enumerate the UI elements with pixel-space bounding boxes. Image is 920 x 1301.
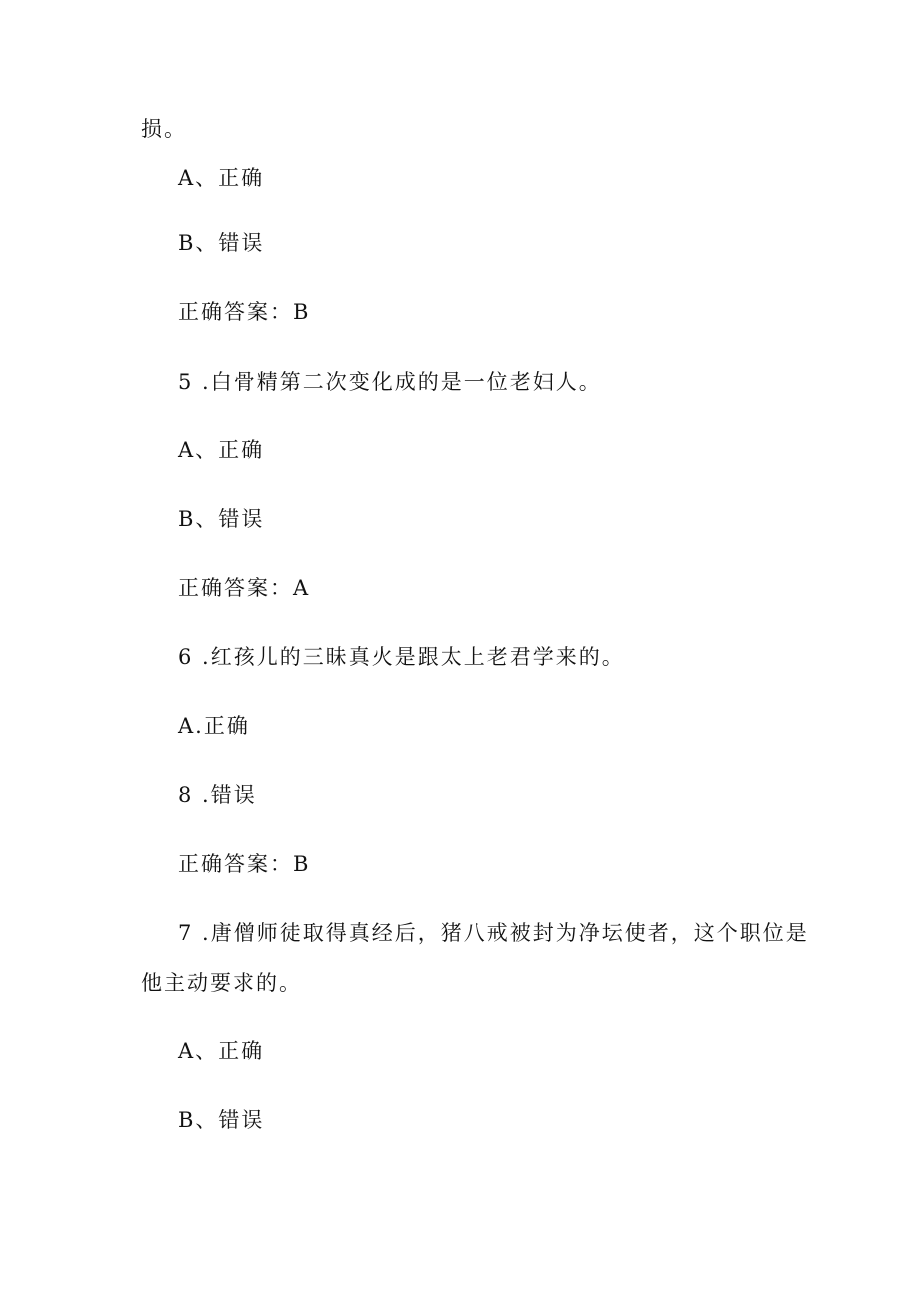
option-b: 8 .错误	[178, 783, 257, 807]
option-a: A、正确	[178, 1039, 265, 1063]
option-a: A、正确	[178, 166, 265, 190]
option-b: B、错误	[178, 507, 265, 531]
question-7: 7 .唐僧师徒取得真经后，猪八戒被封为净坛使者，这个职位是	[178, 921, 809, 945]
question-7-continuation: 他主动要求的。	[141, 971, 302, 995]
option-b: B、错误	[178, 231, 265, 255]
question-4-continuation: 损。	[141, 117, 187, 141]
option-a: A.正确	[178, 714, 250, 738]
answer-line: 正确答案：A	[178, 576, 311, 600]
option-a: A、正确	[178, 438, 265, 462]
answer-line: 正确答案：B	[178, 300, 311, 324]
option-b: B、错误	[178, 1108, 265, 1132]
question-5: 5 .白骨精第二次变化成的是一位老妇人。	[178, 370, 602, 394]
answer-line: 正确答案：B	[178, 852, 311, 876]
question-6: 6 .红孩儿的三昧真火是跟太上老君学来的。	[178, 645, 625, 669]
